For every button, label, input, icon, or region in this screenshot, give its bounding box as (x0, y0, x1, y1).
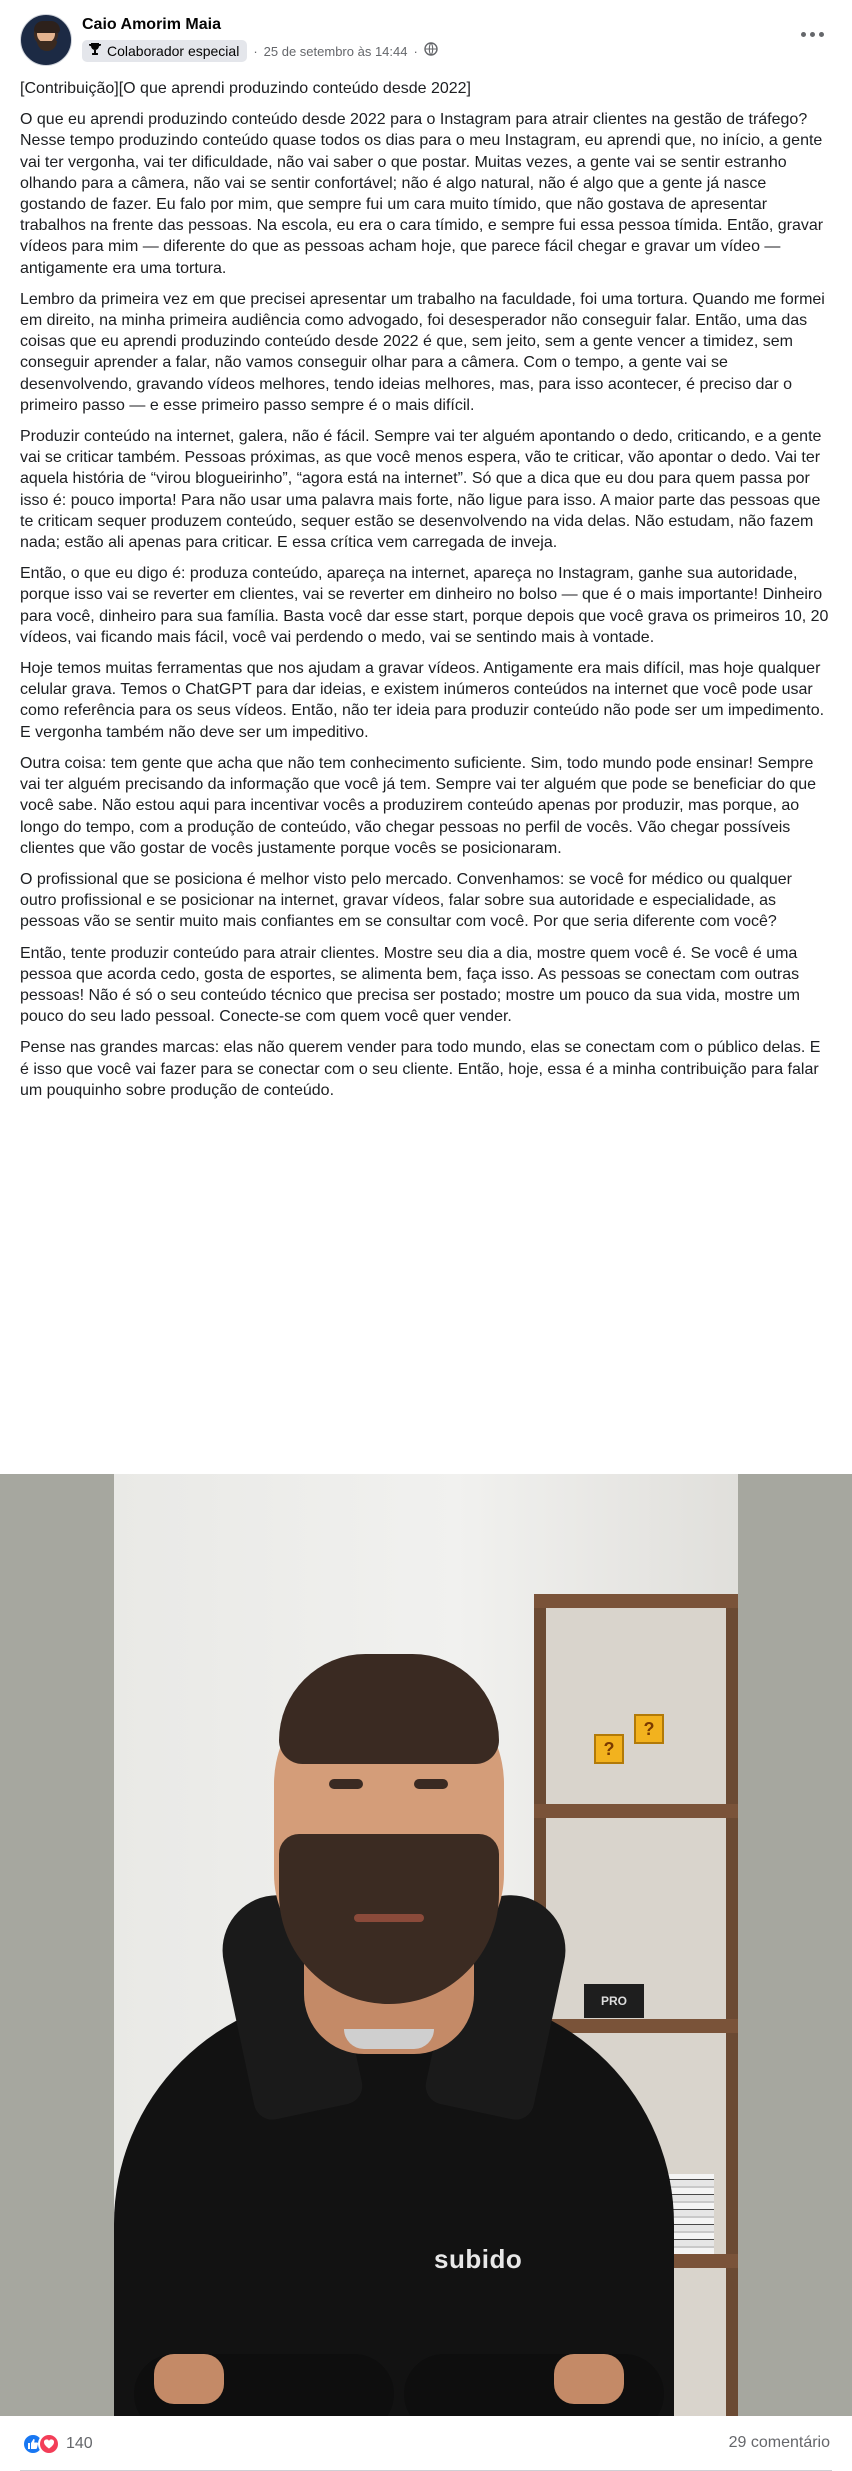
contributor-badge[interactable] (82, 40, 247, 62)
hair (279, 1654, 499, 1764)
dot-icon (819, 32, 824, 37)
post-paragraph: Lembro da primeira vez em que precisei apresentar um trabalho na faculdade, foi uma tortura. Quando me formei em direito, na minha primeira audiência como advogado, foi desesperador não conseguir falar. Então, uma das coisas que eu aprendi produzindo conteúdo desde 2022 é que, sem jeito, sem a gente vencer a timidez, sem conseguir aprender a falar, não vamos conseguir olhar para a câmera. Com o tempo, a gente vai se desenvolvendo, gravando vídeos melhores, tendo ideias melhores, mas, para isso acontecer, é preciso dar o primeiro passo — e esse primeiro passo sempre é o mais difícil. (20, 290, 825, 414)
post-paragraph: O que eu aprendi produzindo conteúdo desde 2022 para o Instagram para atrair clientes na gestão de tráfego? Nesse tempo produzindo conteúdo quase todos os dias para o meu Instagram, eu aprendi que, no início, a gente vai ter vergonha, vai ter dificuldade, não vai saber o que postar. Muitas vezes, a gente vai se sentir estranho olhando para a câmera, não vai se sentir confortável; não é algo natural, não é algo que a gente já nasce gostando de fazer. Eu falo por mim, que sempre fui um cara muito tímido, que não gostava de apresentar trabalhos na frente das pessoas. Na escola, eu era o cara tímido, e sempre fui essa pessoa tímida. Então, gravar vídeos para mim — diferente do que as pessoas acham hoje, que parece fácil chegar e gravar um vídeo — antigamente era uma tortura. (20, 111, 824, 277)
post-header (0, 0, 852, 72)
shelf-board (534, 1804, 738, 1818)
post-photo[interactable] (114, 1474, 738, 2416)
post-paragraph: Então, tente produzir conteúdo para atrair clientes. Mostre seu dia a dia, mostre quem você é. Se você é uma pessoa que acorda cedo, gosta de esportes, se alimenta bem, faça isso. As pessoas se conectam com outras pessoas! Não é só o seu conteúdo técnico que precisa ser postado; mostre um pouco da sua vida, mostre um pouco do seu lado pessoal. Conecte-se com quem você quer vender. (20, 944, 800, 1026)
meta-separator: · (253, 43, 258, 59)
post-timestamp[interactable]: 25 de setembro às 14:44 (263, 43, 408, 59)
comments-count-link[interactable]: 29 comentário (728, 2434, 830, 2451)
arm (404, 2354, 664, 2416)
badge-label: Colaborador especial (107, 43, 240, 59)
eye (329, 1779, 363, 1789)
post-meta (82, 40, 438, 62)
author-avatar[interactable] (20, 14, 72, 66)
author-name[interactable]: Caio Amorim Maia (82, 16, 221, 33)
hand (554, 2354, 624, 2404)
post-body (20, 78, 832, 1111)
shelf-board (534, 1594, 738, 1608)
dot-icon (801, 32, 806, 37)
post-paragraph: O profissional que se posiciona é melhor visto pelo mercado. Convenhamos: se você for médico ou qualquer outro profissional e se posicionar na internet, gravar vídeos, falar sobre sua autoridade e especialidade, as pessoas vão se sentir muito mais confiantes em se consultar com você. Por que seria diferente com você? (20, 870, 792, 931)
shirt-print: subido (434, 2244, 523, 2274)
post-footer (0, 2416, 852, 2471)
more-options-button[interactable] (794, 22, 830, 46)
mouth (354, 1914, 424, 1922)
reaction-count: 140 (66, 2435, 93, 2452)
love-icon (38, 2433, 60, 2455)
post-paragraph: Hoje temos muitas ferramentas que nos ajudam a gravar vídeos. Antigamente era mais difícil, mas hoje qualquer celular grava. Temos o ChatGPT para dar ideias, e existem inúmeros conteúdos na internet que você pode usar como referência para os seus vídeos. Então, não ter ideia para produzir conteúdo não pode ser um impedimento. E vergonha também não deve ser um impeditivo. (20, 660, 825, 741)
post-paragraph-title: [Contribuição][O que aprendi produzindo conteúdo desde 2022] (20, 80, 471, 97)
post-media[interactable] (0, 1474, 852, 2416)
post-paragraph: Então, o que eu digo é: produza conteúdo, apareça na internet, apareça no Instagram, ganhe sua autoridade, porque isso vai se reverter em clientes, vai se reverter em dinheiro no bolso — que é o mais importante! Dinheiro para você, dinheiro para sua família. Basta você dar esse start, porque depois que você grava os primeiros 10, 20 vídeos, vai ficando mais fácil, você vai perdendo o medo, vai se sentindo mais à vontade. (20, 565, 829, 646)
globe-icon (424, 42, 438, 61)
pro-box: PRO (584, 1984, 644, 2018)
meta-separator: · (413, 43, 418, 59)
eye (414, 1779, 448, 1789)
tee-collar (344, 2029, 434, 2049)
dot-icon (810, 32, 815, 37)
post-paragraph: Pense nas grandes marcas: elas não querem vender para todo mundo, elas se conectam com o público delas. E é isso que você vai fazer para se conectar com o seu cliente. Então, hoje, essa é a minha contribuição para falar um pouquinho sobre produção de conteúdo. (20, 1039, 821, 1099)
question-block-toy: ? (634, 1714, 664, 1744)
post-paragraph: Produzir conteúdo na internet, galera, não é fácil. Sempre vai ter alguém apontando o dedo, criticando, e a gente vai se criticar também. Pessoas próximas, as que você menos espera, vão te criticar, vão apontar o dedo. Vai ter aquela história de “virou blogueirinho”, “agora está na internet”. Só que a dica que eu dou para quem passa por isso é: pouco importa! Para não usar uma palavra mais forte, não ligue para isso. A maior parte das pessoas que te criticam sequer produzem conteúdo, sequer estão se desenvolvendo na vida delas. Não estudam, não fazem nada; estão ali apenas para criticar. E essa crítica vem carregada de inveja. (20, 428, 822, 552)
reactions-summary[interactable] (22, 2433, 93, 2455)
hand (154, 2354, 224, 2404)
hoodie (114, 1994, 674, 2416)
question-block-toy: ? (594, 1734, 624, 1764)
post-paragraph: Outra coisa: tem gente que acha que não tem conhecimento suficiente. Sim, todo mundo pode ensinar! Sempre vai ter alguém precisando da informação que você já tem. Sempre vai ter alguém que pode se beneficiar do que você sabe. Não estou aqui para incentivar vocês a produzirem conteúdo apenas por produzir, mas porque, ao longo do tempo, com a produção de conteúdo, vão chegar pessoas no perfil de vocês. Vão chegar possíveis clientes que vão gostar de vocês justamente porque vocês se posicionaram. (20, 754, 817, 857)
trophy-icon (88, 42, 102, 61)
